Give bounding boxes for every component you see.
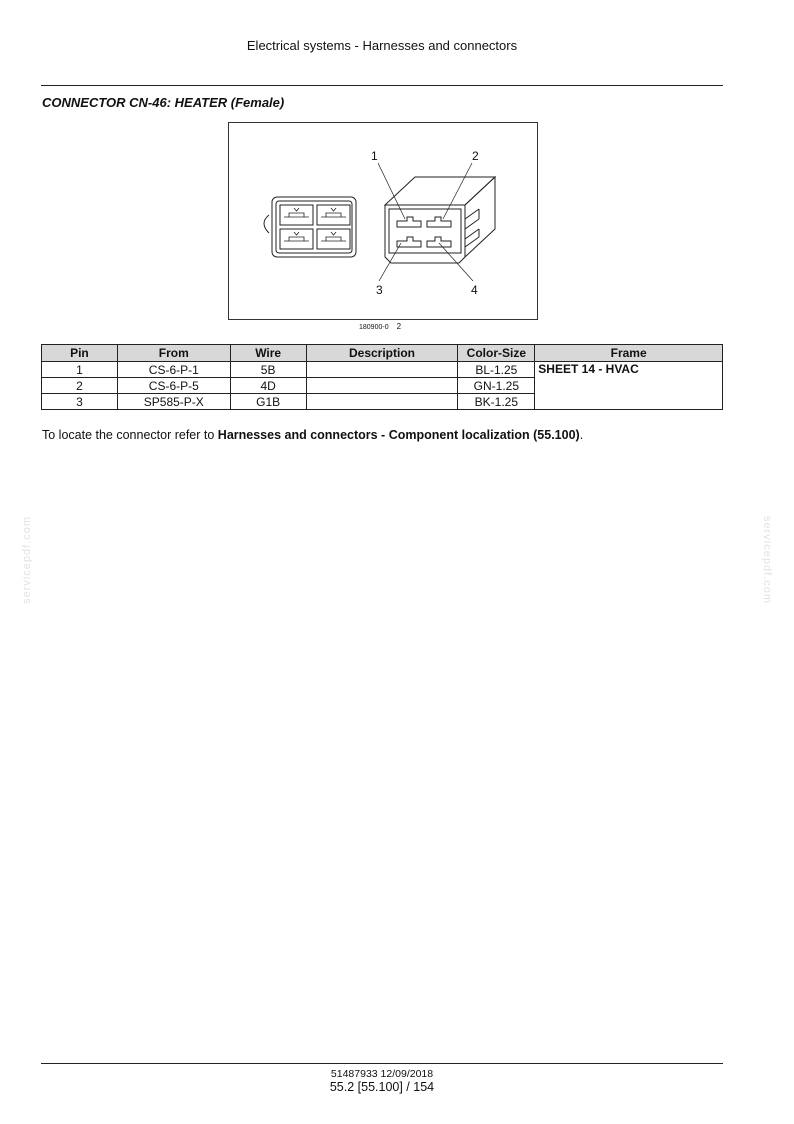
cell-pin: 2 — [42, 378, 118, 394]
figure-caption — [359, 322, 401, 331]
footer-divider — [41, 1063, 723, 1064]
watermark-right: servicepdf.com — [761, 516, 773, 604]
note-prefix: To locate the connector refer to — [42, 428, 218, 442]
connector-face-view — [264, 197, 356, 257]
header-divider — [41, 85, 723, 86]
cell-description — [306, 362, 458, 378]
cell-wire: 4D — [230, 378, 306, 394]
watermark-left: servicepdf.com — [21, 516, 33, 604]
table-header-row — [42, 345, 723, 362]
page-header-title: Electrical systems - Harnesses and connectors — [246, 38, 518, 53]
locate-note — [42, 428, 583, 442]
col-header-wire: Wire — [230, 345, 306, 362]
figure-code: 180900-0 — [359, 324, 389, 331]
col-header-color-size: Color-Size — [458, 345, 535, 362]
cell-color-size: BL-1.25 — [458, 362, 535, 378]
cell-from: SP585-P-X — [117, 394, 230, 410]
cell-frame: SHEET 14 - HVAC — [535, 362, 723, 410]
cell-pin: 1 — [42, 362, 118, 378]
cell-wire: G1B — [230, 394, 306, 410]
connector-iso-view — [385, 177, 495, 263]
cell-pin: 3 — [42, 394, 118, 410]
callout-4: 4 — [471, 283, 478, 297]
figure-number: 2 — [396, 322, 402, 331]
cell-from: CS-6-P-5 — [117, 378, 230, 394]
col-header-pin: Pin — [42, 345, 118, 362]
table-row — [42, 362, 723, 378]
cell-color-size: BK-1.25 — [458, 394, 535, 410]
note-suffix: . — [579, 428, 584, 442]
col-header-frame: Frame — [535, 345, 723, 362]
note-link[interactable]: Harnesses and connectors - Component localization (55.100) — [217, 428, 580, 442]
callout-3: 3 — [376, 283, 383, 297]
cell-from: CS-6-P-1 — [117, 362, 230, 378]
cell-color-size: GN-1.25 — [458, 378, 535, 394]
cell-description — [306, 378, 458, 394]
connector-figure — [228, 122, 538, 320]
col-header-from: From — [117, 345, 230, 362]
connector-diagram — [229, 123, 537, 319]
footer-doc-id: 51487933 12/09/2018 — [330, 1068, 434, 1080]
callout-2: 2 — [472, 149, 479, 163]
cell-description — [306, 394, 458, 410]
footer-page-number: 55.2 [55.100] / 154 — [329, 1080, 435, 1094]
callout-1: 1 — [371, 149, 378, 163]
cell-wire: 5B — [230, 362, 306, 378]
section-title: CONNECTOR CN-46: HEATER (Female) — [42, 95, 285, 110]
pin-table — [41, 344, 723, 410]
col-header-description: Description — [306, 345, 458, 362]
